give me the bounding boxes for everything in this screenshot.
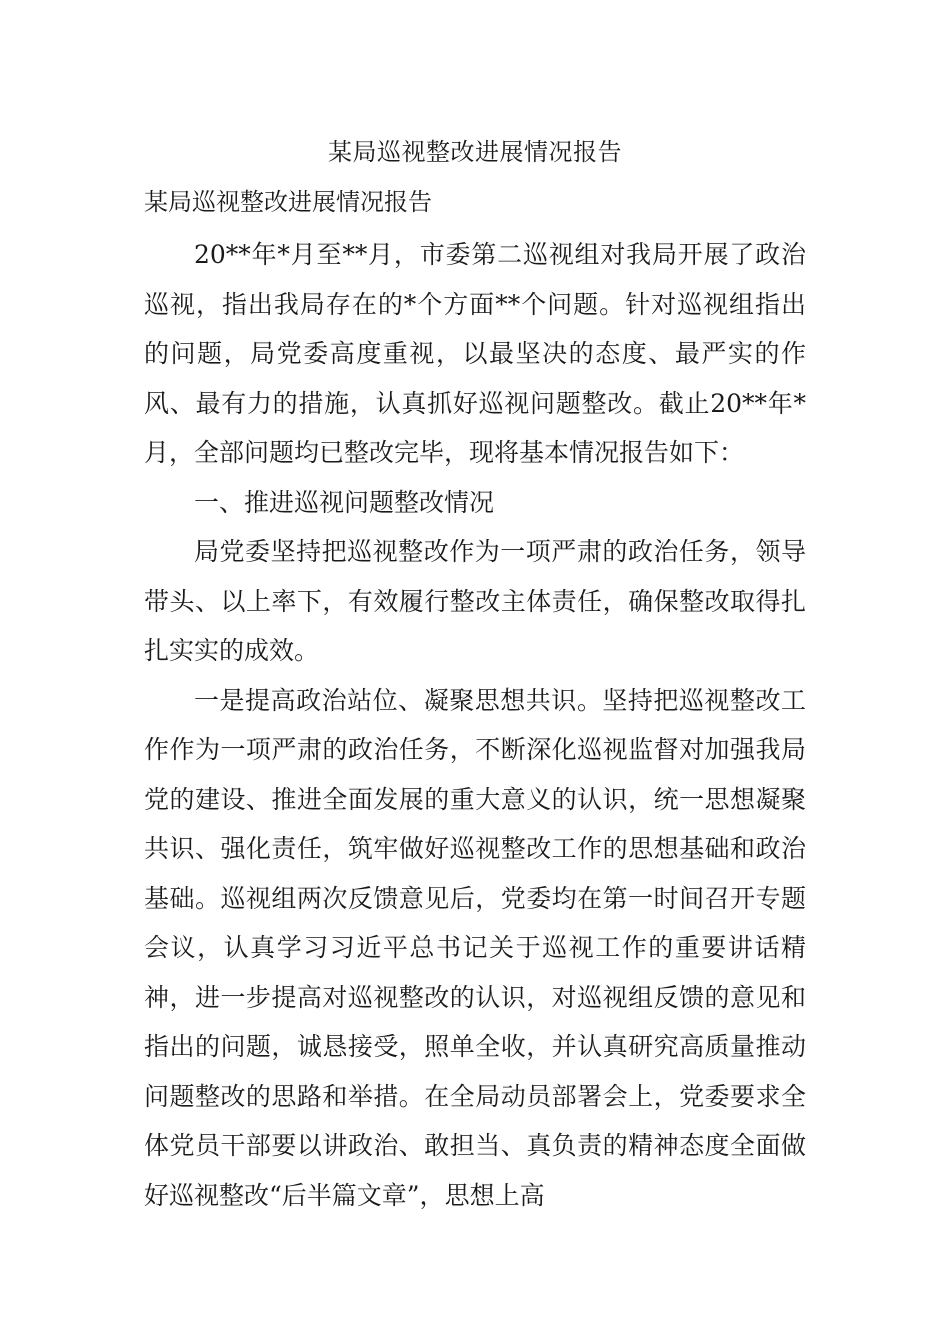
document-body — [144, 230, 806, 1220]
paragraph-intro: 20**年*月至**月，市委第二巡视组对我局开展了政治巡视，指出我局存在的*个方面**个问题。针对巡视组指出的问题，局党委高度重视，以最坚决的态度、最严实的作风、最有力的措施，认真抓好巡视问题整改。截止20**年*月，全部问题均已整改完毕，现将基本情况报告如下： — [144, 240, 806, 467]
document-subtitle: 某局巡视整改进展情况报告 — [144, 188, 432, 216]
document-title: 某局巡视整改进展情况报告 — [328, 138, 622, 166]
section-heading: 一、推进巡视问题整改情况 — [194, 487, 495, 517]
paragraph-point-one: 一是提高政治站位、凝聚思想共识。坚持把巡视整改工作作为一项严肃的政治任务，不断深化巡视监督对加强我局党的建设、推进全面发展的重大意义的认识，统一思想凝聚共识、强化责任，筑牢做好巡视整改工作的思想基础和政治基础。巡视组两次反馈意见后，党委均在第一时间召开专题会议，认真学习习近平总书记关于巡视工作的重要讲话精神，进一步提高对巡视整改的认识，对巡视组反馈的意见和指出的问题，诚恳接受，照单全收，并认真研究高质量推动问题整改的思路和举措。在全局动员部署会上，党委要求全体党员干部要以讲政治、敢担当、真负责的精神态度全面做好巡视整改“后半篇文章”，思想上高 — [144, 685, 806, 1210]
paragraph-section-summary: 局党委坚持把巡视整改作为一项严肃的政治任务，领导带头、以上率下，有效履行整改主体责任，确保整改取得扎扎实实的成效。 — [144, 537, 806, 665]
